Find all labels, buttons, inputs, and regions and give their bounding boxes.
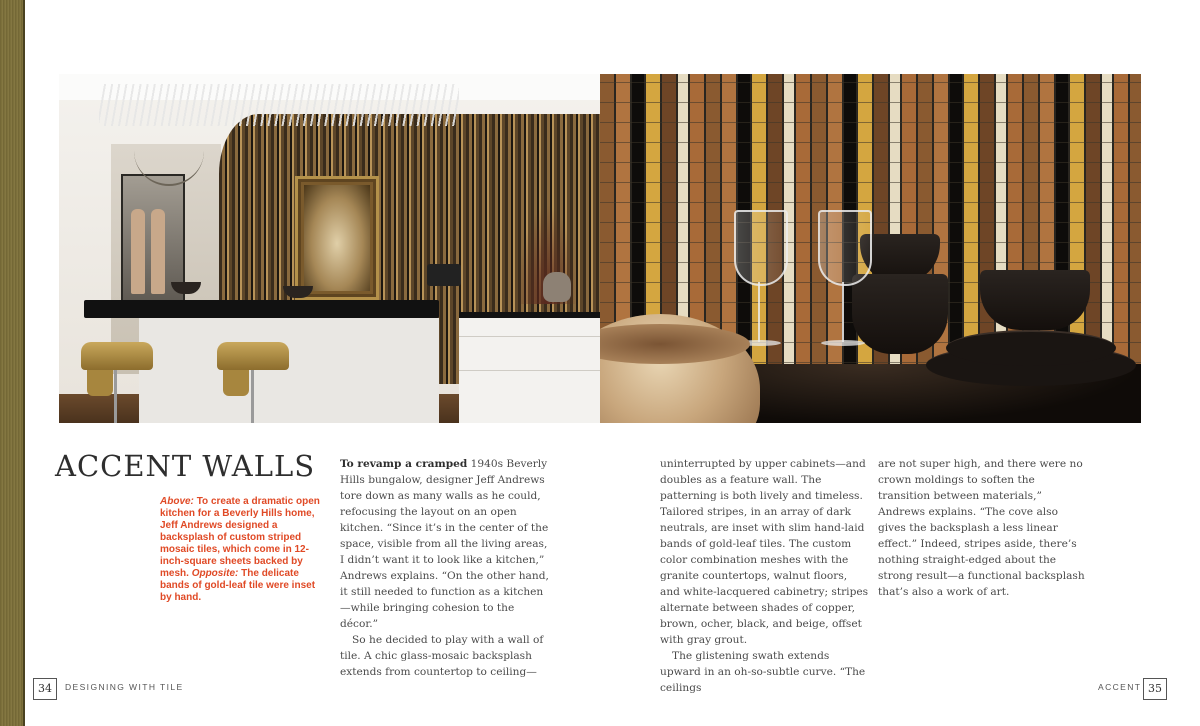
running-head-right: ACCENT: [1098, 682, 1142, 692]
caption-text-opposite: The delicate bands of gold-leaf tile were inset by hand.: [160, 568, 316, 603]
lead-in: To revamp a cramped: [340, 458, 468, 470]
dark-bowl: [852, 274, 948, 354]
paragraph: So he decided to play with a wall of tile. A chic glass-mosaic backsplash extends from countertop to ceiling—: [340, 634, 544, 678]
white-cabinets: [459, 312, 600, 423]
page-number-right: 35: [1143, 678, 1167, 700]
photo-caption: [160, 496, 322, 604]
page-title: ACCENT WALLS: [55, 449, 316, 483]
paragraph: uninterrupted by upper cabinets—and doubles as a feature wall. The patterning is both lively and timeless. Tailored stripes, in an array of dark neutrals, are inset with slim hand-laid bands of gold-leaf tiles. The custom color combination meshes with the granite countertops, walnut floors, and white-lacquered cabinetry; stripes alternate between shades of copper, brown, ocher, black, and beige, offset with gray grout.: [660, 458, 869, 646]
paragraph: The glistening swath extends upward in an oh-so-subtle curve. “The ceilings: [660, 650, 866, 694]
dark-bowl: [980, 270, 1090, 330]
cooking-pot: [427, 264, 461, 286]
running-head-left: DESIGNING WITH TILE: [65, 682, 184, 692]
paragraph: 1940s Beverly Hills bungalow, designer Jeff Andrews tore down as many walls as he could, refocusing the layout on an open kitchen. “Since it’s in the center of the space, visible from all the living areas, I didn’t want it to look like a kitchen,” Andrews explains. “On the other hand, it still needed to function as a kitchen—while bringing cohesion to the décor.”: [340, 458, 549, 630]
caption-text-above: To create a dramatic open kitchen for a Beverly Hills home, Jeff Andrews designed a backsplash of custom striped mosaic tiles, which come in 12-inch-square sheets backed by mesh.: [160, 496, 320, 579]
ceiling-light-fixture: [99, 84, 459, 126]
body-column-2: [660, 456, 870, 696]
framed-portrait-painting: [295, 176, 379, 300]
book-spine-binding: [0, 0, 25, 726]
kitchen-photo: [59, 74, 600, 423]
bar-stool: [217, 342, 289, 370]
wine-glass: [818, 210, 872, 286]
wine-glass: [734, 210, 788, 286]
page-number-left: 34: [33, 678, 57, 700]
paragraph: are not super high, and there were no crown moldings to soften the transition between materials,” Andrews explains. “The cove also gives the backsplash a less linear effect.” Indeed, stripes aside, there’s nothing straight-edged about the strong result—a functional backsplash that’s also a work of art.: [878, 458, 1085, 598]
granite-countertop: [84, 300, 439, 318]
body-column-1: [340, 456, 550, 680]
body-column-3: [878, 456, 1088, 600]
caption-label-above: Above:: [160, 496, 194, 507]
vase: [543, 272, 571, 302]
tile-closeup-photo: [600, 74, 1141, 423]
bar-stool: [81, 342, 153, 370]
kitchen-island: [139, 318, 439, 423]
caption-label-opposite: Opposite:: [191, 568, 239, 579]
